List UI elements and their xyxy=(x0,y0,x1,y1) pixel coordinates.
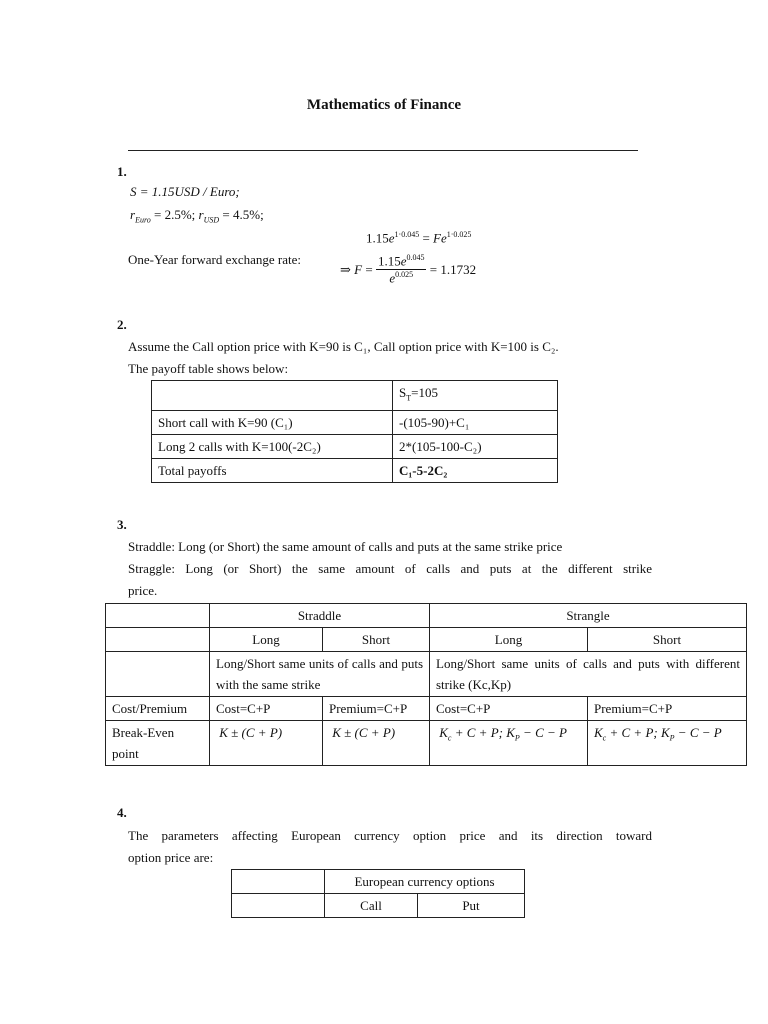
question-4-line2: option price are: xyxy=(128,850,214,865)
strangle-short-header: Short xyxy=(588,628,747,652)
payoff-row-label: Short call with K=90 (C₁) xyxy=(152,410,393,434)
strategy-subheader-empty xyxy=(106,628,210,652)
table-row xyxy=(152,410,558,434)
break-even-label: Break-Even point xyxy=(106,721,210,766)
forward-rate-label: One-Year forward exchange rate: xyxy=(128,252,302,267)
options-header-empty xyxy=(232,870,325,894)
options-subheader-empty xyxy=(232,894,325,918)
straddle-header: Straddle xyxy=(210,604,430,628)
title-divider xyxy=(128,150,638,151)
cost-cell: Premium=C+P xyxy=(588,697,747,721)
payoff-row-label: Long 2 calls with K=100(-2C₂) xyxy=(152,434,393,458)
strangle-description: Long/Short same units of calls and puts with different strike (Kc,Kp) xyxy=(430,652,747,697)
payoff-total-value: C₁-5-2C₂ xyxy=(393,458,558,482)
question-3-number: 3. xyxy=(117,517,127,532)
payoff-total-label: Total payoffs xyxy=(152,458,393,482)
payoff-table xyxy=(151,380,558,483)
strangle-definition-cont: price. xyxy=(128,583,158,598)
table-row xyxy=(106,697,747,721)
straddle-definition: Straddle: Long (or Short) the same amount of calls and puts at the same strike price xyxy=(128,539,563,554)
parity-equation: $1.15e^{1\cdot 0.045} = Fe^{1\cdot 0.025}$ xyxy=(366,230,472,246)
question-4-number: 4. xyxy=(117,805,127,820)
interest-rates-formula: $r_{Euro} = 2.5\%$; $r_{USD} = 4.5\%$; xyxy=(130,207,264,225)
straddle-description: Long/Short same units of calls and puts with the same strike xyxy=(210,652,430,697)
strangle-definition: Straggle: Long (or Short) the same amount of calls and puts at the different strike xyxy=(128,561,652,576)
cost-cell: Cost=C+P xyxy=(430,697,588,721)
payoff-header-st: $S_T=105$ xyxy=(393,381,558,411)
forward-rate-equation: ⇒ F = $\frac{1.15e^{0.045}}{e^{0.025}}$ = 1.1732 xyxy=(340,253,477,286)
question-2-number: 2. xyxy=(117,317,127,332)
straddle-long-header: Long xyxy=(210,628,323,652)
question-1-number: 1. xyxy=(117,164,127,179)
straddle-short-header: Short xyxy=(323,628,430,652)
currency-options-table xyxy=(231,869,525,918)
put-header: Put xyxy=(418,894,525,918)
call-header: Call xyxy=(325,894,418,918)
strategy-desc-empty xyxy=(106,652,210,697)
table-row xyxy=(152,458,558,482)
strangle-header: Strangle xyxy=(430,604,747,628)
table-row xyxy=(106,721,747,766)
payoff-row-value: -(105-90)+C₁ xyxy=(393,410,558,434)
break-even-cell: $K_c + C + P$; $K_P - C - P$ xyxy=(588,721,747,766)
strategy-header-empty xyxy=(106,604,210,628)
cost-cell: Cost=C+P xyxy=(210,697,323,721)
strategy-table xyxy=(105,603,747,766)
break-even-cell: K ± (C + P) xyxy=(210,721,323,766)
forward-rate-result: = 1.1732 xyxy=(429,261,477,277)
question-2-intro: Assume the Call option price with K=90 is C₁, Call option price with K=100 is C₂. xyxy=(128,339,559,354)
break-even-cell: $K_c + C + P$; $K_P - C - P$ xyxy=(430,721,588,766)
payoff-row-value: 2*(105-100-C₂) xyxy=(393,434,558,458)
question-4-line1: The parameters affecting European currency option price and its direction toward xyxy=(128,828,652,843)
options-header: European currency options xyxy=(325,870,525,894)
spot-rate-formula: S = 1.15USD / Euro; xyxy=(130,184,240,199)
strangle-long-header: Long xyxy=(430,628,588,652)
cost-cell: Premium=C+P xyxy=(323,697,430,721)
page-title: Mathematics of Finance xyxy=(306,97,462,113)
break-even-cell: K ± (C + P) xyxy=(323,721,430,766)
payoff-header-empty xyxy=(152,381,393,411)
table-row xyxy=(152,434,558,458)
question-2-intro2: The payoff table shows below: xyxy=(128,361,289,376)
cost-label: Cost/Premium xyxy=(106,697,210,721)
